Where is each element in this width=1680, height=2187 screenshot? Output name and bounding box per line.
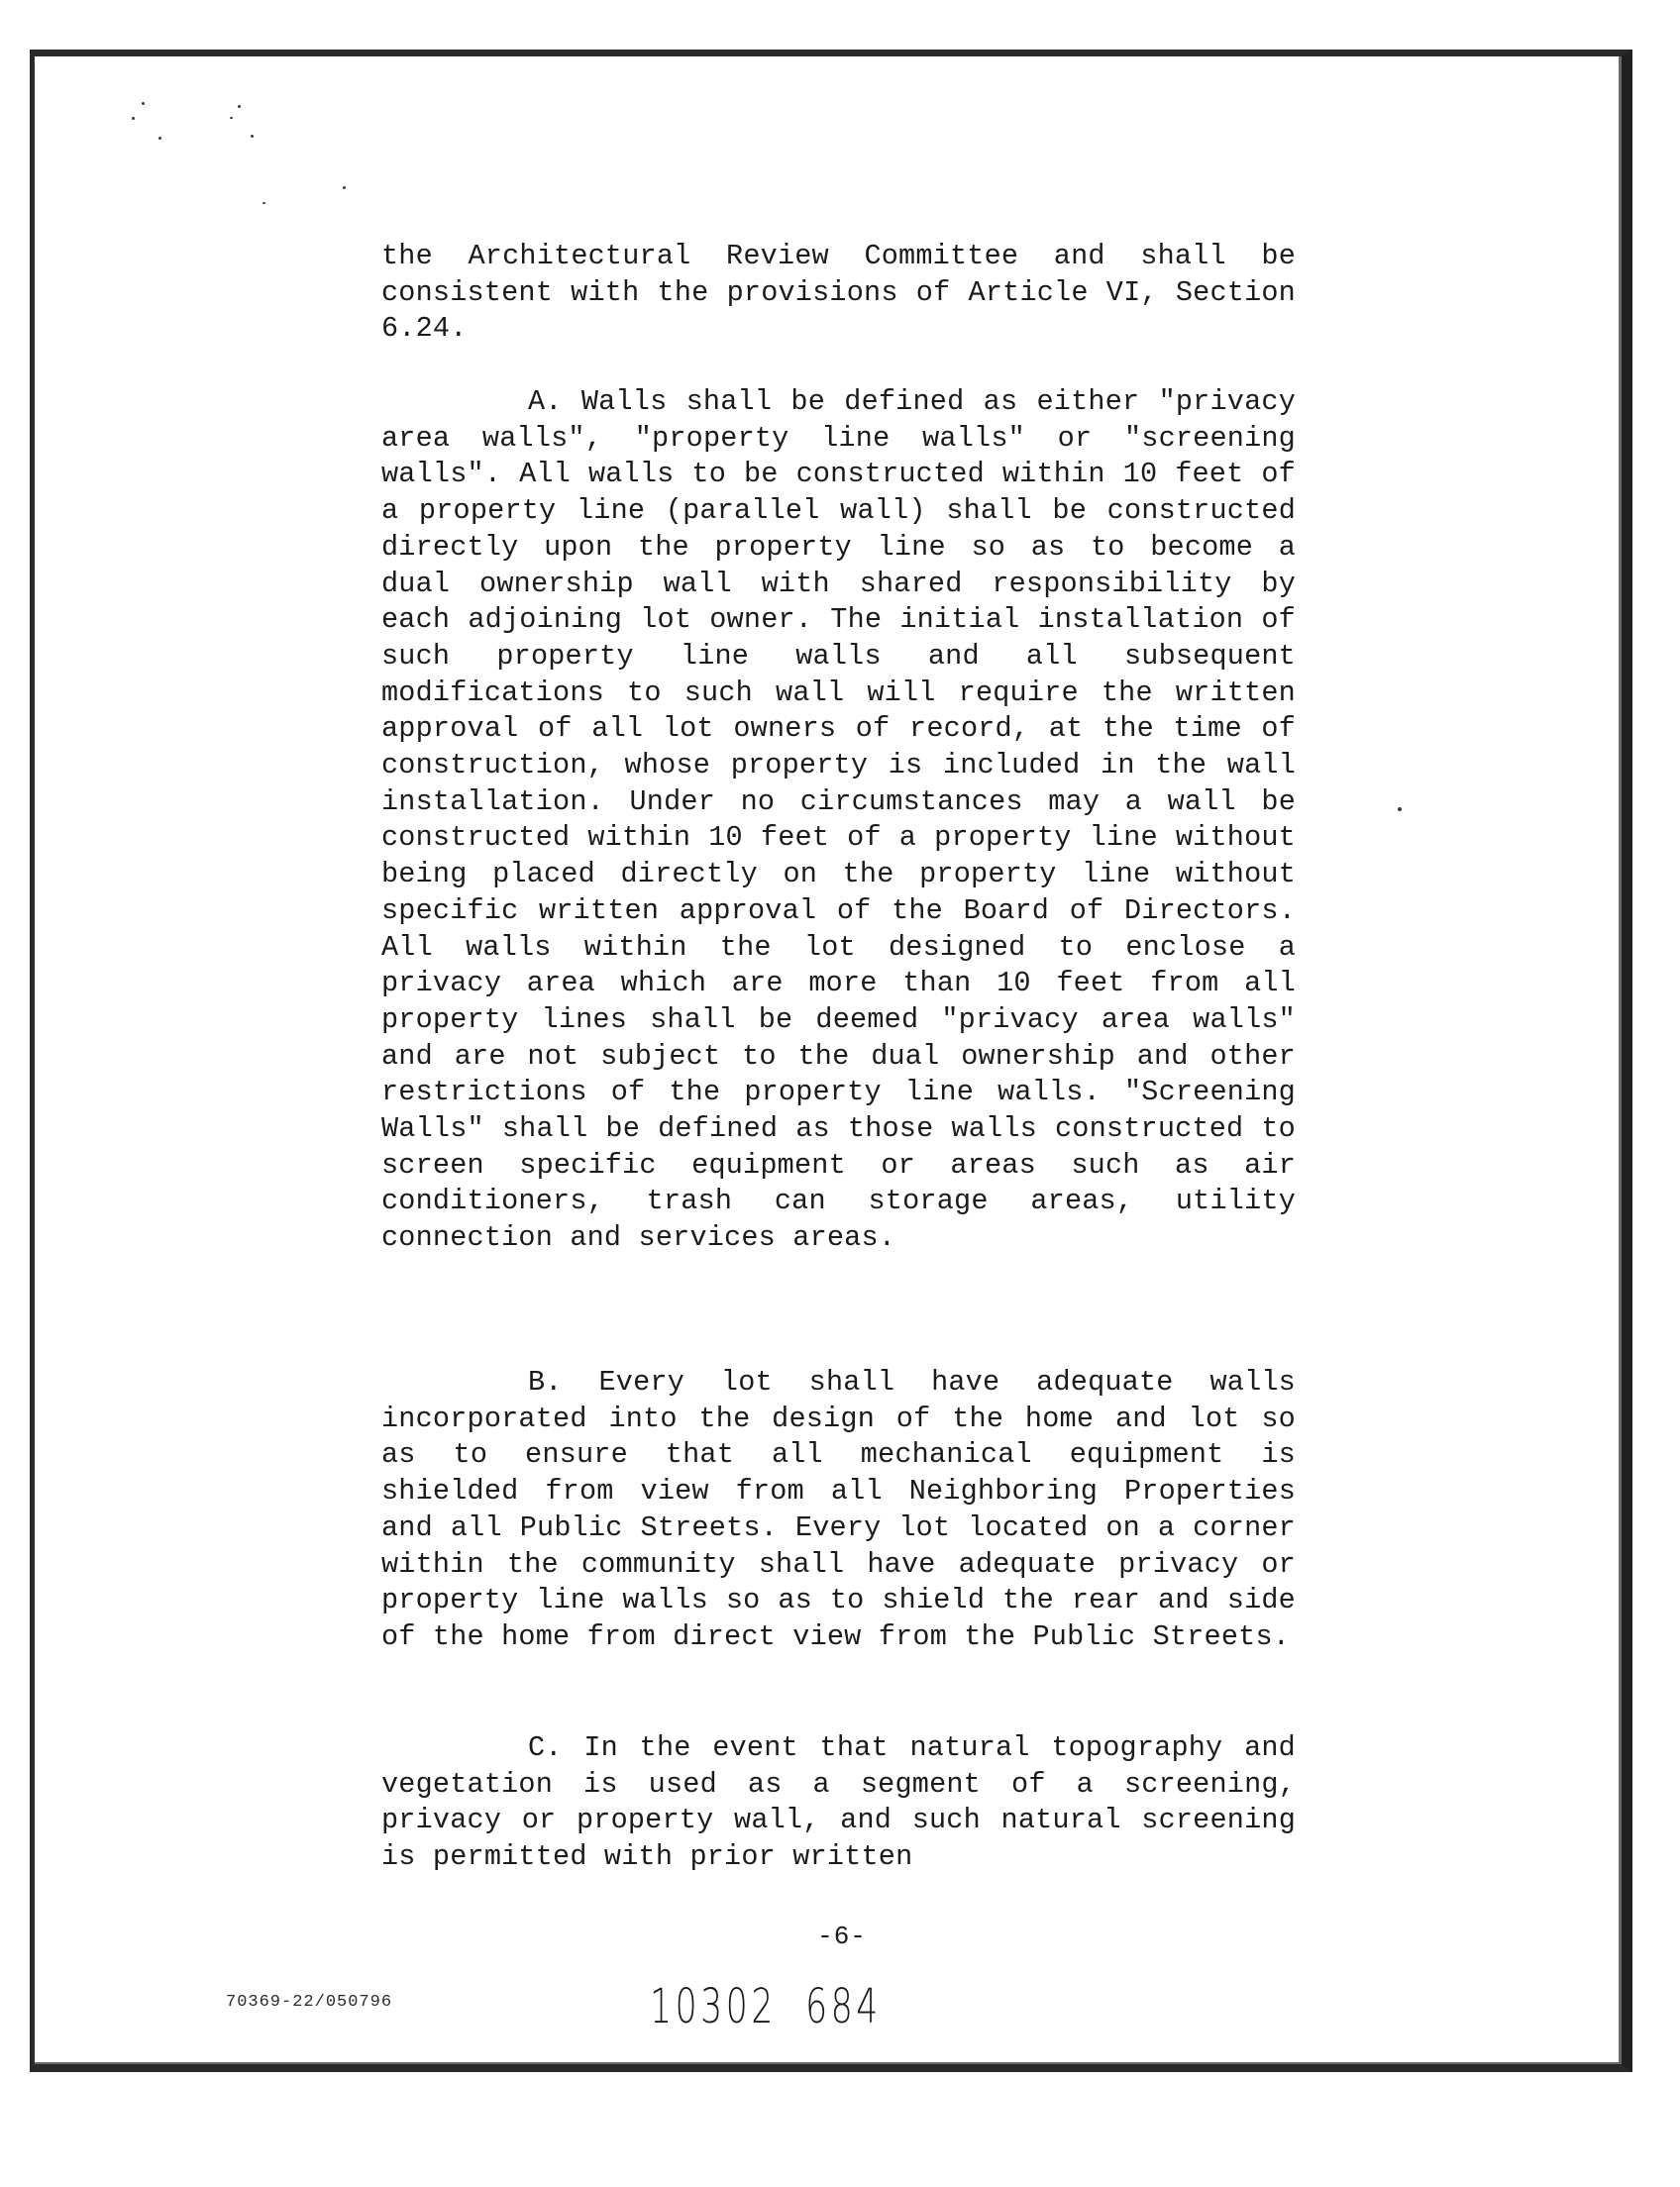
scan-speck — [142, 102, 145, 105]
paragraph-text: A. Walls shall be defined as either "privacy area walls", "property line walls" or "screening walls". All walls to be constructed within 10 feet of a property line (parallel wall) shall be constructed directly upon the property line so as to become a dual ownership wall with shared responsibility by each adjoining lot owner. The initial installation of such property line walls and all subsequent modifications to such wall will require the written approval of all lot owners of record, at the time of construction, whose property is included in the wall installation. Under no circumstances may a wall be constructed within 10 feet of a property line without being placed directly on the property line without specific written approval of the Board of Directors. All walls within the lot designed to enclose a privacy area which are more than 10 feet from all property lines shall be deemed "privacy area walls" and are not subject to the dual ownership and other restrictions of the property line walls. "Screening Walls" shall be defined as those walls constructed to screen specific equipment or areas such as air conditioners, trash can storage areas, utility connection and services areas. — [381, 385, 1296, 1255]
recording-stamp: 10302 684 — [650, 1979, 882, 2034]
scan-speck — [251, 135, 254, 138]
scan-speck — [132, 117, 135, 120]
scan-speck — [158, 137, 161, 140]
section-a-paragraph — [381, 384, 1296, 1257]
scan-speck — [343, 186, 346, 189]
paragraph-text: B. Every lot shall have adequate walls incorporated into the design of the home and lot so as to ensure that all mechanical equipment is shielded from view from all Neighboring Properties and all Public Streets. Every lot located on a corner within the community shall have adequate privacy or property line walls so as to shield the rear and side of the home from direct view from the Public Streets. — [381, 1366, 1296, 1653]
section-c-paragraph — [381, 1730, 1296, 1876]
paragraph-text: C. In the event that natural topography and vegetation is used as a segment of a screening, privacy or property wall, and such natural screening is permitted with prior written — [381, 1731, 1296, 1874]
scan-speck — [262, 202, 265, 204]
intro-paragraph — [381, 239, 1296, 348]
page-number: -6- — [817, 1922, 867, 1951]
document-code: 70369-22/050796 — [226, 1993, 393, 2012]
scan-speck — [1398, 807, 1402, 811]
section-b-paragraph — [381, 1365, 1296, 1656]
paragraph-text: the Architectural Review Committee and shall be consistent with the provisions of Article VI, Section 6.24. — [381, 240, 1296, 346]
scan-speck — [238, 105, 241, 108]
scan-speck — [230, 117, 233, 119]
